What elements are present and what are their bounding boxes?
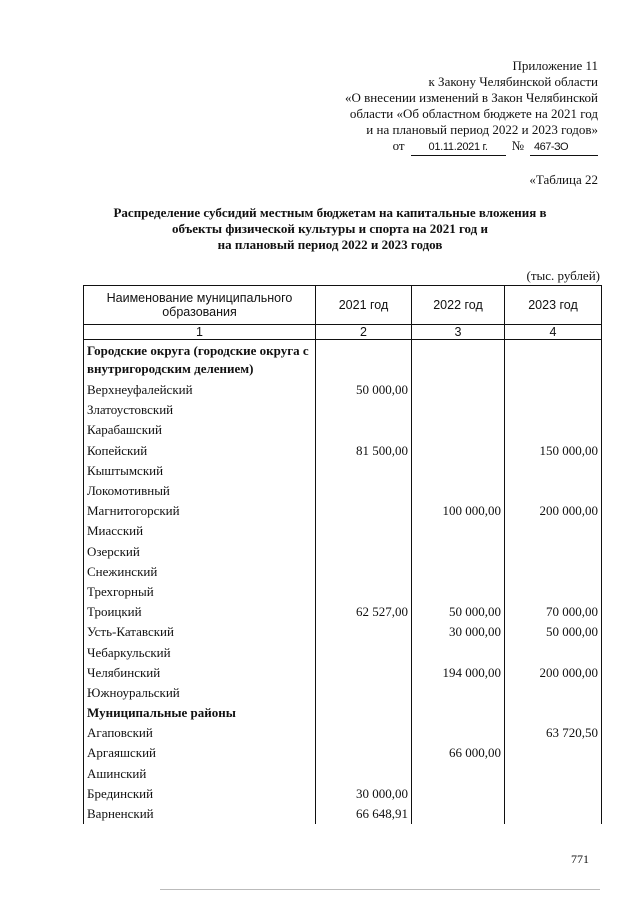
table-row: [84, 784, 602, 804]
column-header-2023: 2023 год: [505, 286, 602, 325]
value-2023: [505, 420, 602, 440]
municipality-name: Трехгорный: [84, 582, 316, 602]
value-2021: [316, 481, 412, 501]
value-2023: [505, 380, 602, 400]
value-2022: [412, 703, 505, 723]
municipality-name: Челябинский: [84, 663, 316, 683]
value-2021: [316, 521, 412, 541]
law-number: 467-ЗО: [530, 139, 598, 156]
value-2022: [412, 441, 505, 461]
number-label: №: [511, 138, 524, 153]
header-line: Приложение 11: [512, 58, 598, 73]
value-2023: 150 000,00: [505, 441, 602, 461]
value-2023: [505, 521, 602, 541]
table-row: [84, 723, 602, 743]
value-2022: [412, 784, 505, 804]
value-2023: [505, 764, 602, 784]
value-2022: 50 000,00: [412, 602, 505, 622]
header-line: и на плановый период 2022 и 2023 годов»: [366, 122, 598, 137]
table-row: [84, 542, 602, 562]
value-2023: [505, 542, 602, 562]
municipality-name: Снежинский: [84, 562, 316, 582]
column-header-2021: 2021 год: [316, 286, 412, 325]
municipality-name: Карабашский: [84, 420, 316, 440]
value-2022: [412, 804, 505, 824]
value-2022: 30 000,00: [412, 622, 505, 642]
table-row: [84, 582, 602, 602]
table-row: [84, 683, 602, 703]
value-2023: 50 000,00: [505, 622, 602, 642]
value-2022: [412, 481, 505, 501]
municipality-name: Ашинский: [84, 764, 316, 784]
value-2021: [316, 340, 412, 381]
table-row: [84, 420, 602, 440]
value-2021: [316, 501, 412, 521]
value-2021: 66 648,91: [316, 804, 412, 824]
value-2023: [505, 562, 602, 582]
value-2022: [412, 542, 505, 562]
table-row: [84, 521, 602, 541]
value-2023: 70 000,00: [505, 602, 602, 622]
from-label: от: [392, 138, 405, 153]
column-header-2022: 2022 год: [412, 286, 505, 325]
municipality-name: Агаповский: [84, 723, 316, 743]
value-2022: [412, 764, 505, 784]
table-row: [84, 441, 602, 461]
table-reference: «Таблица 22: [529, 172, 598, 187]
column-number: 2: [316, 325, 412, 340]
table-row: [84, 622, 602, 642]
page-number: 771: [571, 852, 589, 866]
municipality-name: Златоустовский: [84, 400, 316, 420]
value-2023: [505, 461, 602, 481]
municipality-name: Усть-Катавский: [84, 622, 316, 642]
table-row: [84, 804, 602, 824]
title-line: объекты физической культуры и спорта на 2021 год и: [172, 221, 488, 236]
value-2023: 63 720,50: [505, 723, 602, 743]
value-2021: [316, 764, 412, 784]
value-2022: [412, 400, 505, 420]
value-2021: [316, 400, 412, 420]
header-line: к Закону Челябинской области: [428, 74, 598, 89]
column-header-name: Наименование муниципального образования: [84, 286, 316, 325]
table-row: [84, 642, 602, 662]
value-2022: 100 000,00: [412, 501, 505, 521]
value-2021: [316, 683, 412, 703]
value-2021: [316, 562, 412, 582]
value-2021: [316, 582, 412, 602]
column-number: 3: [412, 325, 505, 340]
document-title: [80, 205, 580, 253]
value-2021: [316, 703, 412, 723]
table-row: [84, 602, 602, 622]
value-2022: [412, 582, 505, 602]
municipality-name: Озерский: [84, 542, 316, 562]
value-2021: [316, 642, 412, 662]
table-row: [84, 400, 602, 420]
subsidy-table: [83, 285, 602, 824]
municipality-name: Локомотивный: [84, 481, 316, 501]
value-2022: 194 000,00: [412, 663, 505, 683]
value-2021: 62 527,00: [316, 602, 412, 622]
municipality-name: Южноуральский: [84, 683, 316, 703]
units-label: (тыс. рублей): [526, 268, 600, 283]
municipality-name: Копейский: [84, 441, 316, 461]
value-2023: [505, 784, 602, 804]
value-2022: [412, 340, 505, 381]
value-2022: [412, 380, 505, 400]
table-row: [84, 481, 602, 501]
value-2022: [412, 683, 505, 703]
value-2022: [412, 642, 505, 662]
value-2021: 50 000,00: [316, 380, 412, 400]
municipality-name: Городские округа (городские округа с внутригородским делением): [84, 340, 316, 381]
municipality-name: Муниципальные районы: [84, 703, 316, 723]
value-2021: 30 000,00: [316, 784, 412, 804]
value-2023: [505, 340, 602, 381]
municipality-name: Аргаяшский: [84, 743, 316, 763]
municipality-name: Верхнеуфалейский: [84, 380, 316, 400]
municipality-name: Магнитогорский: [84, 501, 316, 521]
value-2021: [316, 420, 412, 440]
value-2023: [505, 582, 602, 602]
law-date: 01.11.2021 г.: [411, 139, 506, 156]
table-row: [84, 764, 602, 784]
value-2023: [505, 703, 602, 723]
header-line: области «Об областном бюджете на 2021 год: [349, 106, 598, 121]
value-2021: [316, 542, 412, 562]
value-2023: 200 000,00: [505, 663, 602, 683]
value-2023: [505, 683, 602, 703]
value-2022: [412, 723, 505, 743]
municipality-name: Брединский: [84, 784, 316, 804]
value-2023: [505, 481, 602, 501]
column-number: 1: [84, 325, 316, 340]
header-line: «О внесении изменений в Закон Челябинской: [344, 90, 598, 105]
value-2021: [316, 723, 412, 743]
municipality-name: Кыштымский: [84, 461, 316, 481]
law-signature-row: [298, 138, 598, 156]
footer-rule: [160, 889, 600, 890]
table-row: [84, 562, 602, 582]
value-2023: [505, 743, 602, 763]
table-row: [84, 663, 602, 683]
value-2021: [316, 663, 412, 683]
table-header-row: [84, 286, 602, 325]
value-2021: [316, 622, 412, 642]
column-number: 4: [505, 325, 602, 340]
title-line: на плановый период 2022 и 2023 годов: [217, 237, 443, 252]
title-line: Распределение субсидий местным бюджетам на капитальные вложения в: [113, 205, 547, 220]
value-2023: [505, 400, 602, 420]
value-2023: [505, 804, 602, 824]
municipality-name: Троицкий: [84, 602, 316, 622]
table-body: [84, 340, 602, 825]
value-2023: 200 000,00: [505, 501, 602, 521]
municipality-name: Миасский: [84, 521, 316, 541]
section-row: [84, 703, 602, 723]
column-numbering-row: [84, 325, 602, 340]
value-2023: [505, 642, 602, 662]
value-2022: [412, 420, 505, 440]
municipality-name: Варненский: [84, 804, 316, 824]
table-row: [84, 743, 602, 763]
value-2022: [412, 461, 505, 481]
value-2022: [412, 521, 505, 541]
section-row: [84, 340, 602, 381]
appendix-header: [298, 58, 598, 156]
table-row: [84, 501, 602, 521]
table-row: [84, 380, 602, 400]
value-2021: 81 500,00: [316, 441, 412, 461]
value-2022: 66 000,00: [412, 743, 505, 763]
municipality-name: Чебаркульский: [84, 642, 316, 662]
value-2022: [412, 562, 505, 582]
value-2021: [316, 743, 412, 763]
table-row: [84, 461, 602, 481]
value-2021: [316, 461, 412, 481]
